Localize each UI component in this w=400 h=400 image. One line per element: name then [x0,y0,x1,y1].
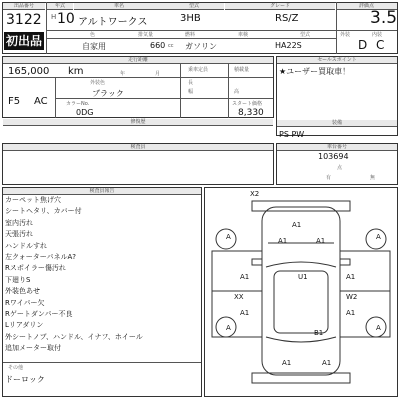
report-item: シートヘタリ、カバー付 [5,207,82,216]
chassis-value: HA22S [275,41,302,50]
front-bumper [252,201,350,211]
row2-label-color: 色 [90,32,96,38]
diagram-mark: A1 [278,237,288,245]
diagram-mark: A1 [282,359,292,367]
color-code-label: カラーNo. [66,101,90,107]
row2-label-type: 型式 [300,32,311,38]
report-item: Rスポイラー傷汚れ [5,264,66,273]
report-item: ハンドルすれ [5,241,47,250]
report-item: 下廻りS [5,275,31,284]
score-label: 評価点 [336,3,397,10]
year-value: 10 [57,11,75,27]
diagram-mark: A [376,233,381,241]
first-listing-badge: 初出品 [5,34,42,48]
int-grade-value: C [376,38,385,52]
small-label-capacity: 乗車定員 [188,67,209,73]
model-label: 車名 [74,3,164,10]
report-list [5,195,201,355]
model-value: アルトワークス [78,17,148,28]
diagram-mark: A1 [316,237,326,245]
report-item: 左クォーターパネルA? [5,253,76,262]
usage-value: 自家用 [82,42,106,51]
score-value: 3.5 [370,8,398,28]
body-label: 型式 [164,3,224,10]
diagram-mark: A1 [346,309,356,317]
ext-grade-value: D [358,38,368,52]
price-label: スタート価格 [232,101,263,107]
lot-number: 3122 [6,12,42,28]
row2-label-cc: 排気量 [138,32,154,38]
report-bottom-value: ドーロック [5,375,45,384]
row2-label-fuel: 燃料 [185,32,196,38]
int-grade-label: 内装 [372,32,383,38]
unit-label-yes: 有 [326,175,332,181]
equipment-label: 装備 [277,120,397,127]
body-value: 3HB [180,13,201,24]
small-label-load: 積載量 [234,67,250,73]
report-item: 外装色あせ [5,287,40,296]
year-label: 年式 [47,3,73,10]
rear-window-line [266,337,336,342]
diagram-mark: A1 [346,273,356,281]
diagram-mark: W2 [346,293,358,301]
row2-label-inspection: 車検 [238,32,249,38]
small-label-length: 長 [188,80,194,86]
color-label: 外装色 [90,80,106,86]
serial-label: 車台番号 [277,144,397,151]
mileage-label: 走行距離 [3,57,273,64]
diagram-mark: A1 [292,221,302,229]
inspector-label: 検査員 [3,144,273,151]
windshield-line [266,262,336,267]
serial-number: 103694 [318,152,349,161]
grade-label: グレード [225,3,335,10]
report-item: Rワイパー欠 [5,298,45,307]
diagram-mark: A1 [240,273,250,281]
car-diagram [204,187,398,397]
notes-text: ★ユーザー買取車！ [279,67,351,76]
report-item: 外シートノブ、ハンドル、イナフ、ホイール [5,332,143,341]
report-label: 検査員報告 [3,188,201,195]
mirror-left [252,259,262,265]
history-label: 修復歴 [3,119,273,126]
cc-unit: cc [168,43,174,49]
small-label-month: 月 [155,71,161,77]
cc-value: 660 [150,41,166,50]
grade-value: RS/Z [275,13,299,24]
fuel-value: ガソリン [185,42,217,51]
report-item: 天張汚れ [5,230,33,239]
diagram-mark: A [226,233,231,241]
small-label-height: 高 [234,89,240,95]
mirror-right [340,259,350,265]
shift-value: F5 [8,96,21,107]
ac-value: AC [34,96,48,107]
diagram-mark: U1 [298,273,308,281]
ext-grade-label: 外装 [340,32,351,38]
report-item: 追加メーター取付 [5,344,61,353]
report-item: 室内汚れ [5,218,33,227]
diagram-mark: X2 [250,190,260,198]
year-era: H [51,13,57,21]
lot-label: 出品番号 [3,3,45,10]
color-value: ブラック [92,89,124,98]
small-label-year: 年 [120,71,126,77]
equipment-value: PS PW [279,130,305,139]
small-label-width: 幅 [188,89,194,95]
price-value: 8,330 [238,108,264,118]
notes-label: セールスポイント [277,57,397,64]
diagram-mark: B1 [314,329,324,337]
diagram-mark: A1 [322,359,332,367]
diagram-mark: A [226,324,231,332]
mileage-value: 165,000 [8,66,50,77]
report-item: Rゲートダンパー不良 [5,310,73,319]
diagram-mark: A [376,324,381,332]
mileage-unit: km [68,66,84,77]
unit-label-points: 点 [337,165,343,171]
report-bottom-label: その他 [8,365,24,371]
diagram-mark: XX [234,293,244,301]
report-item: カーペット焦げ穴 [5,196,61,204]
unit-label-no: 無 [370,175,376,181]
diagram-mark: A1 [240,309,250,317]
report-item: Lリアダリン [5,321,44,330]
color-code-value: 0DG [76,108,94,117]
